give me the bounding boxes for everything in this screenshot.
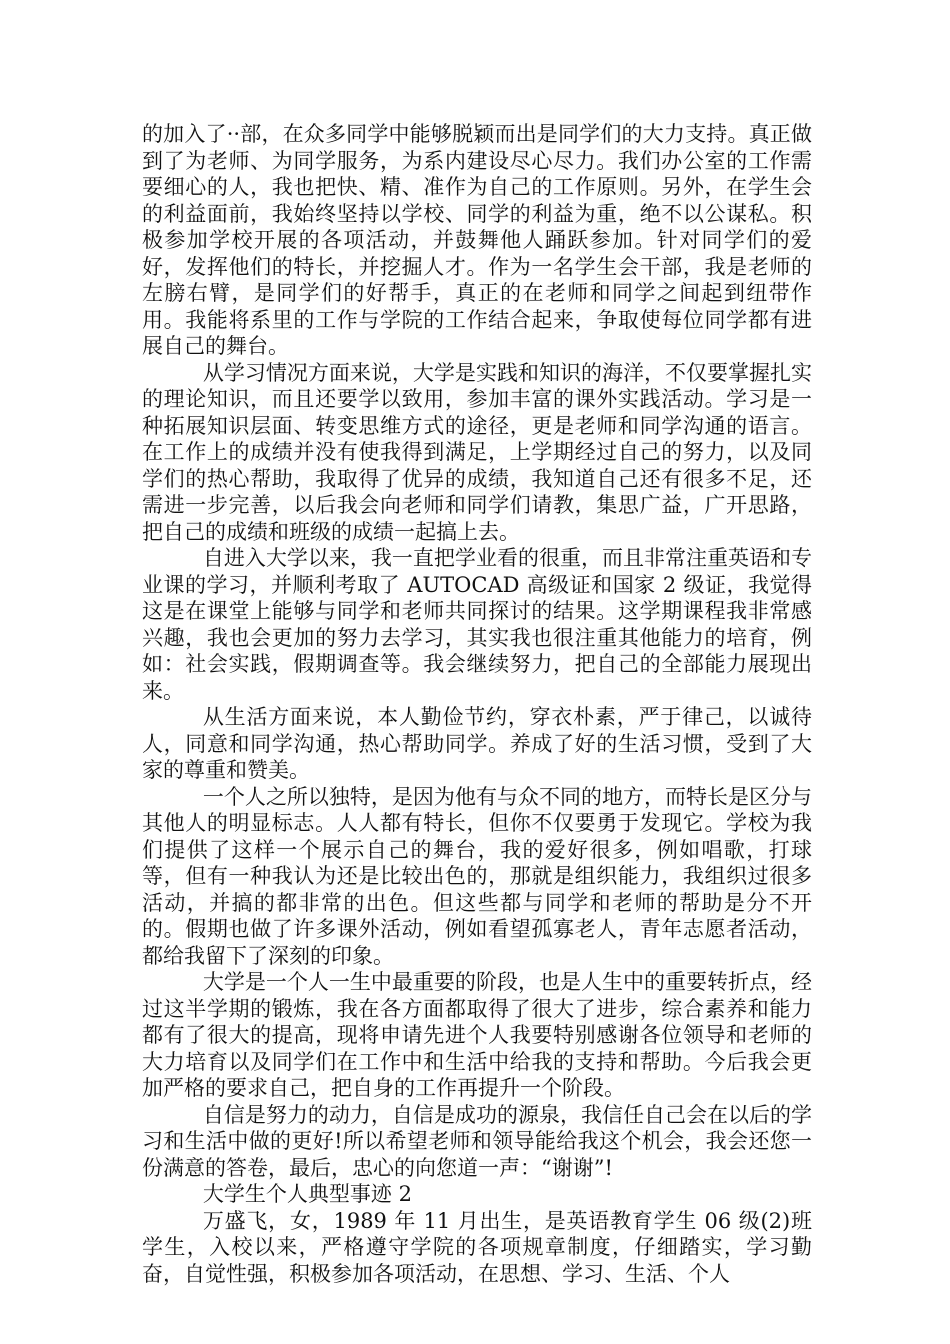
section-heading: 大学生个人典型事迹 2 [202, 1182, 412, 1206]
paragraph-university-stage: 大学是一个人一生中最重要的阶段，也是人生中的重要转折点，经过这半学期的锻炼，我在各方面都取得了很大了进步，综合素养和能力都有了很大的提高，现将申请先进个人我要特别感谢各位领导和老师的大力培育以及同学们在工作中和生活中给我的支持和帮助。今后我会更加严格的要求自己，把自身的工作再提升一个阶段。 [142, 970, 812, 1100]
document-body [142, 121, 812, 1287]
paragraph-life: 从生活方面来说，本人勤俭节约，穿衣朴素，严于律己，以诚待人，同意和同学沟通，热心帮助同学。养成了好的生活习惯，受到了大家的尊重和赞美。 [142, 705, 812, 782]
paragraph-academics: 自进入大学以来，我一直把学业看的很重，而且非常注重英语和专业课的学习，并顺利考取了 AUTOCAD 高级证和国家 2 级证，我觉得这是在课堂上能够与同学和老师共同探讨的结果。这学期课程我非常感兴趣，我也会更加的努力去学习，其实我也很注重其他能力的培育，例如：社会实践，假期调查等。我会继续努力，把自己的全部能力展现出来。 [142, 546, 812, 703]
paragraph-confidence: 自信是努力的动力，自信是成功的源泉，我信任自己会在以后的学习和生活中做的更好!所以希望老师和领导能给我这个机会，我会还您一份满意的答卷，最后，忠心的向您道一声：“谢谢”! [142, 1102, 812, 1180]
paragraph-study: 从学习情况方面来说，大学是实践和知识的海洋，不仅要掌握扎实的理论知识，而且还要学以致用，参加丰富的课外实践活动。学习是一种拓展知识层面、转变思维方式的途径，更是老师和同学沟通的语言。在工作上的成绩并没有使我得到满足，上学期经过自己的努力，以及同学们的热心帮助，我取得了优异的成绩，我知道自己还有很多不足，还需进一步完善，以后我会向老师和同学们请教，集思广益，广开思路，把自己的成绩和班级的成绩一起搞上去。 [142, 360, 812, 544]
paragraph-profile: 万盛飞，女，1989 年 11 月出生，是英语教育学生 06 级(2)班学生，入校以来，严格遵守学院的各项规章制度，仔细踏实，学习勤奋，自觉性强，积极参加各项活动，在思想、学习、生活、个人 [142, 1208, 812, 1286]
paragraph-talent: 一个人之所以独特，是因为他有与众不同的地方，而特长是区分与其他人的明显标志。人人都有特长，但你不仅要勇于发现它。学校为我们提供了这样一个展示自己的舞台，我的爱好很多，例如唱歌，打球等，但有一种我认为还是比较出色的，那就是组织能力，我组织过很多活动，并搞的都非常的出色。但这些都与同学和老师的帮助是分不开的。假期也做了许多课外活动，例如看望孤寡老人，青年志愿者活动，都给我留下了深刻的印象。 [142, 784, 812, 968]
paragraph-student-union: 的加入了··部，在众多同学中能够脱颖而出是同学们的大力支持。真正做到了为老师、为同学服务，为系内建设尽心尽力。我们办公室的工作需要细心的人，我也把快、精、准作为自己的工作原则。另外，在学生会的利益面前，我始终坚持以学校、同学的利益为重，绝不以公谋私。积极参加学校开展的各项活动，并鼓舞他人踊跃参加。针对同学们的爱好，发挥他们的特长，并挖掘人才。作为一名学生会干部，我是老师的左膀右臂，是同学们的好帮手，真正的在老师和同学之间起到纽带作用。我能将系里的工作与学院的工作结合起来，争取使每位同学都有进展自己的舞台。 [142, 122, 812, 358]
